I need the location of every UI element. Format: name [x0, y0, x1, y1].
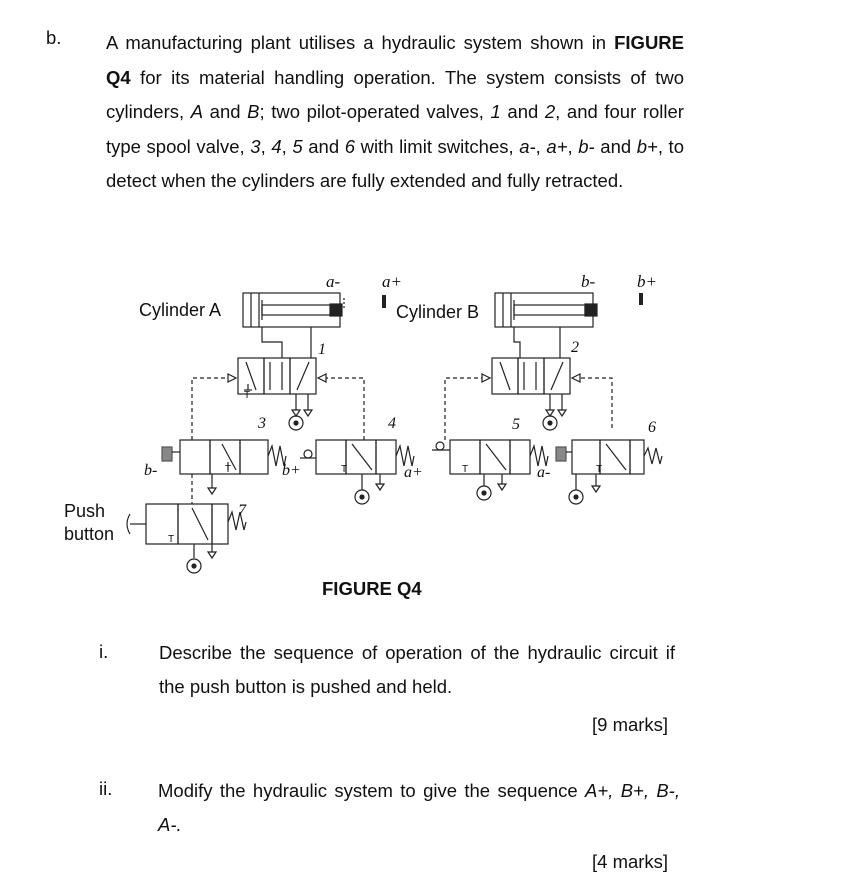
switch-b-minus-label: b- [581, 272, 596, 291]
valve-6-number: 6 [648, 419, 656, 436]
valve-2-number: 2 [571, 339, 579, 356]
question-1-text: Describe the sequence of operation of the hydraulic circuit if the push button is pushed and held. [159, 642, 675, 697]
push-button-label-line2: button [64, 524, 115, 544]
sequence: A+, B+, B-, A-. [158, 780, 680, 835]
valve-4 [300, 440, 414, 504]
part-label: b. [46, 27, 62, 48]
valve-3-number: 3 [258, 415, 266, 432]
valve-5-actuator-label: a+ [404, 464, 423, 481]
port-t-label: T [244, 390, 251, 401]
valve-4-actuator-label: b+ [282, 462, 301, 479]
port-t-label: T [341, 464, 348, 475]
valve-5-number: 5 [512, 416, 520, 433]
limit-switch-a-plus [382, 295, 386, 308]
cylinder-b-label: Cylinder B [396, 302, 480, 322]
switch-b-plus-label: b+ [637, 272, 657, 291]
switch-a-plus-label: a+ [382, 272, 402, 291]
switch-a-minus-label: a- [326, 272, 341, 291]
valve-6 [556, 440, 662, 504]
question-2-text: Modify the hydraulic system to give the sequence A+, B+, B-, A-. [158, 780, 680, 835]
port-t-label: T [225, 464, 232, 475]
cylinder-a-label: Cylinder A [139, 300, 222, 320]
intro-paragraph: A manufacturing plant utilises a hydraulic system shown in FIGURE Q4 for its material handling operation. The system consists of two cylinders, A and B; two pilot-operated valves, 1 and 2, and four roller type spool valve, 3, 4, 5 and 6 with limit switches, a-, a+, b- and b+, to detect when the cylinders are fully extended and fully retracted. [106, 32, 684, 191]
cylinder-a [243, 293, 342, 327]
figure-caption: FIGURE Q4 [322, 578, 422, 599]
valve-7-number: 7 [238, 502, 246, 519]
port-t-label: T [596, 464, 603, 475]
valve-3-actuator-label: b- [144, 462, 158, 479]
valve-3 [162, 440, 286, 494]
valve-6-actuator-label: a- [537, 464, 551, 481]
push-button-label-line1: Push [64, 501, 106, 521]
valve-5 [432, 440, 551, 500]
cylinder-b [495, 293, 597, 327]
question-2-number: ii. [99, 778, 113, 799]
port-t-label: T [168, 534, 175, 545]
figure-reference: FIGURE Q4 [106, 32, 684, 88]
valve-2 [492, 358, 570, 430]
limit-switch-b-plus [639, 293, 643, 305]
valve-7 [127, 504, 246, 573]
question-1-number: i. [99, 641, 109, 662]
port-t-label: T [462, 464, 469, 475]
valve-1-number: 1 [318, 341, 326, 358]
valve-4-number: 4 [388, 415, 396, 432]
question-2-marks: [4 marks] [592, 851, 669, 872]
question-1-marks: [9 marks] [592, 714, 669, 735]
